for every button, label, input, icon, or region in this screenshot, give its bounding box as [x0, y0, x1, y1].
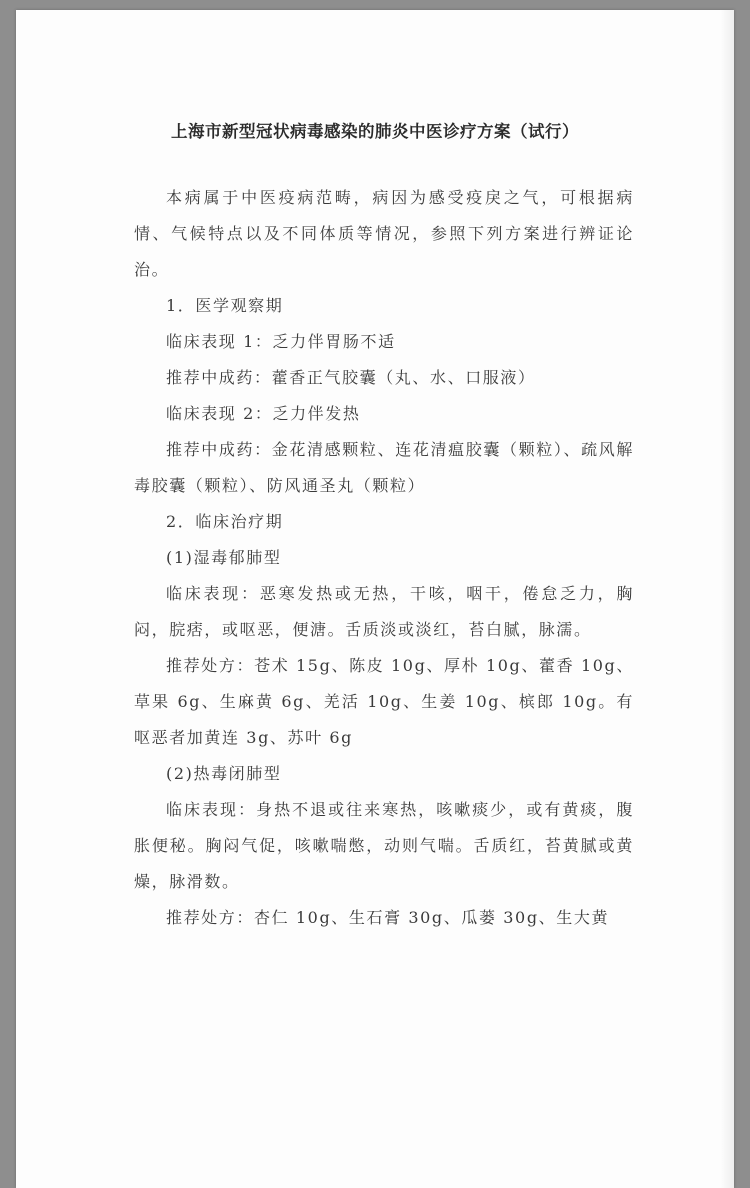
section-heading-treatment: 2．临床治疗期 [166, 512, 284, 531]
clinical-manifestation-damp-toxin: 临床表现：恶寒发热或无热，干咳，咽干，倦怠乏力，胸闷，脘痞，或呕恶，便溏。舌质淡或淡红，苔白腻，脉濡。 [134, 584, 634, 639]
prescription-damp-toxin: 推荐处方：苍术 15g、陈皮 10g、厚朴 10g、藿香 10g、草果 6g、生麻黄 6g、羌活 10g、生姜 10g、槟郎 10g。有呕恶者加黄连 3g、苏叶 6g [134, 656, 634, 747]
clinical-manifestation-heat-toxin: 临床表现：身热不退或往来寒热，咳嗽痰少，或有黄痰，腹胀便秘。胸闷气促，咳嗽喘憋，动则气喘。舌质红，苔黄腻或黄燥，脉滑数。 [134, 800, 634, 891]
clinical-manifestation-1: 临床表现 1：乏力伴胃肠不适 [166, 332, 396, 351]
prescription-heat-toxin: 推荐处方：杏仁 10g、生石膏 30g、瓜蒌 30g、生大黄 [166, 908, 610, 927]
clinical-manifestation-2: 临床表现 2：乏力伴发热 [166, 404, 361, 423]
document-title: 上海市新型冠状病毒感染的肺炎中医诊疗方案（试行） [171, 122, 579, 141]
document-page [16, 10, 734, 1188]
paragraph-intro: 本病属于中医疫病范畴，病因为感受疫戾之气，可根据病情、气候特点以及不同体质等情况，参照下列方案进行辨证论治。 [134, 188, 634, 279]
subheading-heat-toxin: (2)热毒闭肺型 [166, 764, 282, 783]
page-edge-shadow [720, 10, 734, 1188]
document-body [134, 180, 634, 936]
section-heading-observation: 1．医学观察期 [166, 296, 284, 315]
recommended-medicine-2: 推荐中成药：金花清感颗粒、连花清瘟胶囊（颗粒）、疏风解毒胶囊（颗粒）、防风通圣丸（颗粒） [134, 440, 634, 495]
subheading-damp-toxin: (1)湿毒郁肺型 [166, 548, 282, 567]
recommended-medicine-1: 推荐中成药：藿香正气胶囊（丸、水、口服液） [166, 368, 536, 387]
